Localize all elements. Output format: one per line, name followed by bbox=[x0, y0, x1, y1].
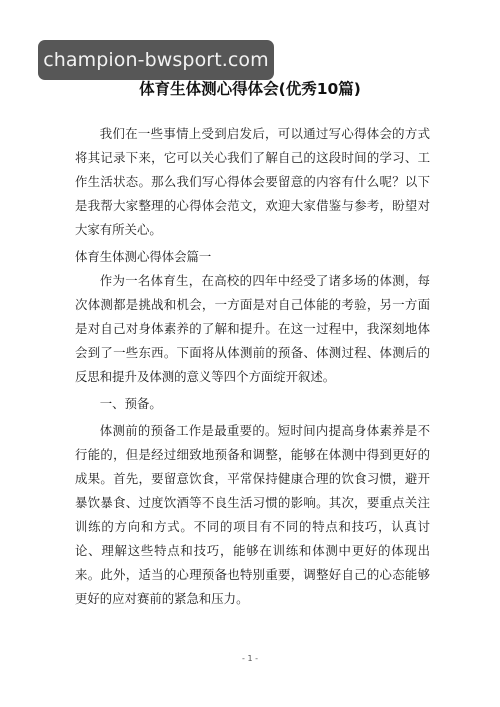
body-paragraph: 体测前的预备工作是最重要的。短时间内提高身体素养是不行能的，但是经过细致地预备和调整，能够在体测中得到更好的成果。首先，要留意饮食，平常保持健康合理的饮食习惯，避开暴饮暴食、过度饮酒等不良生活习惯的影响。其次，要重点关注训练的方向和方式。不同的项目有不同的特点和技巧，认真讨论、理解这些特点和技巧，能够在训练和体测中更好的体现出来。此外，适当的心理预备也特别重要，调整好自己的心态能够更好的应对赛前的紧急和压力。 bbox=[75, 423, 430, 606]
document-title: 体育生体测心得体会(优秀10篇) bbox=[139, 80, 361, 98]
watermark-badge: champion-bwsport.com bbox=[38, 40, 274, 80]
body-paragraph: 作为一名体育生，在高校的四年中经受了诸多场的体测，每次体测都是挑战和机会，一方面是对自己体能的考验，另一方面是对自己对身体素养的了解和提升。在这一过程中，我深刻地体会到了一些东西。下面将从体测前的预备、体测过程、体测后的反思和提升及体测的意义等四个方面绽开叙述。 bbox=[75, 273, 430, 384]
subheading: 一、预备。 bbox=[99, 396, 162, 411]
document-body bbox=[75, 122, 430, 611]
section-heading: 体育生体测心得体会篇一 bbox=[75, 249, 212, 264]
page-number: - 1 - bbox=[242, 654, 258, 663]
intro-paragraph: 我们在一些事情上受到启发后，可以通过写心得体会的方式将其记录下来，它可以关心我们了解自己的这段时间的学习、工作生活状态。那么我们写心得体会要留意的内容有什么呢？以下是我帮大家整理的心得体会范文，欢迎大家借鉴与参考，盼望对大家有所关心。 bbox=[75, 126, 430, 237]
